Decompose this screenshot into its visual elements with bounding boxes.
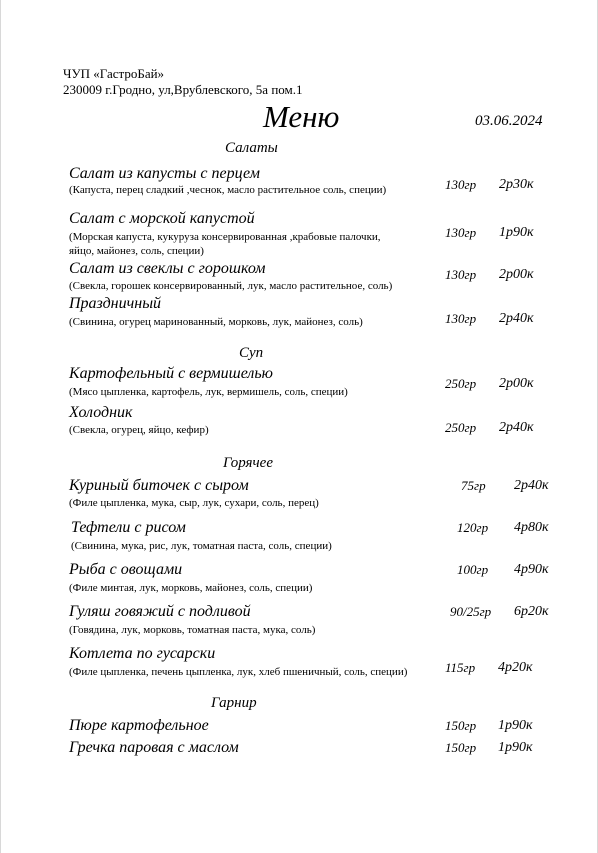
item-price: 2р40к	[514, 478, 549, 493]
item-desc: (Свинина, огурец маринованный, морковь, лук, майонез, соль)	[69, 316, 363, 328]
item-price: 2р40к	[499, 420, 534, 435]
item-weight: 120гр	[457, 520, 489, 535]
item-name: Картофельный с вермишелью	[69, 365, 273, 382]
item-weight: 250гр	[445, 376, 477, 391]
item-price: 4р90к	[514, 562, 549, 577]
item-price: 1р90к	[498, 740, 533, 755]
company-name: ЧУП «ГастроБай»	[63, 66, 165, 81]
item-weight: 100гр	[457, 562, 489, 577]
item-name: Салат с морской капустой	[69, 210, 255, 227]
item-weight: 115гр	[445, 660, 476, 675]
item-weight: 150гр	[445, 740, 477, 755]
page-title: Меню	[263, 99, 340, 134]
item-price: 4р80к	[514, 520, 549, 535]
item-desc: (Филе минтая, лук, морковь, майонез, соль, специи)	[69, 582, 313, 594]
item-name: Холодник	[69, 404, 133, 421]
item-weight: 150гр	[445, 718, 477, 733]
item-desc: (Мясо цыпленка, картофель, лук, вермишель, соль, специи)	[69, 386, 348, 398]
item-name: Гуляш говяжий с подливой	[69, 603, 251, 620]
item-desc: (Филе цыпленка, печень цыпленка, лук, хлеб пшеничный, соль, специи)	[69, 666, 408, 678]
section-title-hot: Горячее	[223, 455, 274, 471]
item-desc: (Капуста, перец сладкий ,чеснок, масло растительное соль, специи)	[69, 184, 387, 196]
item-price: 1р90к	[499, 225, 534, 240]
item-desc: (Свекла, огурец, яйцо, кефир)	[69, 424, 209, 436]
item-weight: 130гр	[445, 267, 477, 282]
item-desc: (Говядина, лук, морковь, томатная паста, мука, соль)	[69, 624, 316, 636]
item-name: Праздничный	[69, 295, 162, 312]
item-price: 2р40к	[499, 311, 534, 326]
section-title-garnish: Гарнир	[211, 695, 257, 711]
company-block	[63, 66, 303, 98]
item-desc: (Морская капуста, кукуруза консервированная ,крабовые палочки,	[69, 231, 381, 243]
item-desc: (Свекла, горошек консервированный, лук, масло растительное, соль)	[69, 280, 393, 292]
item-name: Котлета по гусарски	[69, 645, 216, 662]
item-name: Куриный биточек с сыром	[69, 477, 249, 494]
item-price: 2р30к	[499, 177, 534, 192]
menu-date: 03.06.2024	[475, 113, 543, 129]
item-name: Салат из свеклы с горошком	[69, 260, 266, 277]
item-weight: 90/25гр	[450, 604, 492, 619]
item-price: 6р20к	[514, 604, 549, 619]
item-name: Салат из капусты с перцем	[69, 165, 260, 182]
item-desc: (Свинина, мука, рис, лук, томатная паста, соль, специи)	[71, 540, 332, 552]
item-weight: 130гр	[445, 225, 477, 240]
item-name: Тефтели с рисом	[71, 519, 186, 536]
item-name: Пюре картофельное	[69, 717, 209, 734]
item-name: Гречка паровая с маслом	[69, 739, 239, 756]
item-desc: (Филе цыпленка, мука, сыр, лук, сухари, соль, перец)	[69, 497, 319, 509]
item-desc: яйцо, майонез, соль, специи)	[69, 245, 204, 257]
item-weight: 130гр	[445, 177, 477, 192]
item-price: 4р20к	[498, 660, 533, 675]
item-name: Рыба с овощами	[69, 561, 183, 578]
item-weight: 130гр	[445, 311, 477, 326]
section-title-soup: Суп	[239, 345, 264, 361]
item-price: 2р00к	[499, 267, 534, 282]
item-weight: 250гр	[445, 420, 477, 435]
item-price: 2р00к	[499, 376, 534, 391]
item-weight: 75гр	[461, 478, 486, 493]
item-price: 1р90к	[498, 718, 533, 733]
section-title-salads: Салаты	[225, 140, 278, 156]
company-address: 230009 г.Гродно, ул,Врублевского, 5а пом.1	[63, 82, 303, 97]
